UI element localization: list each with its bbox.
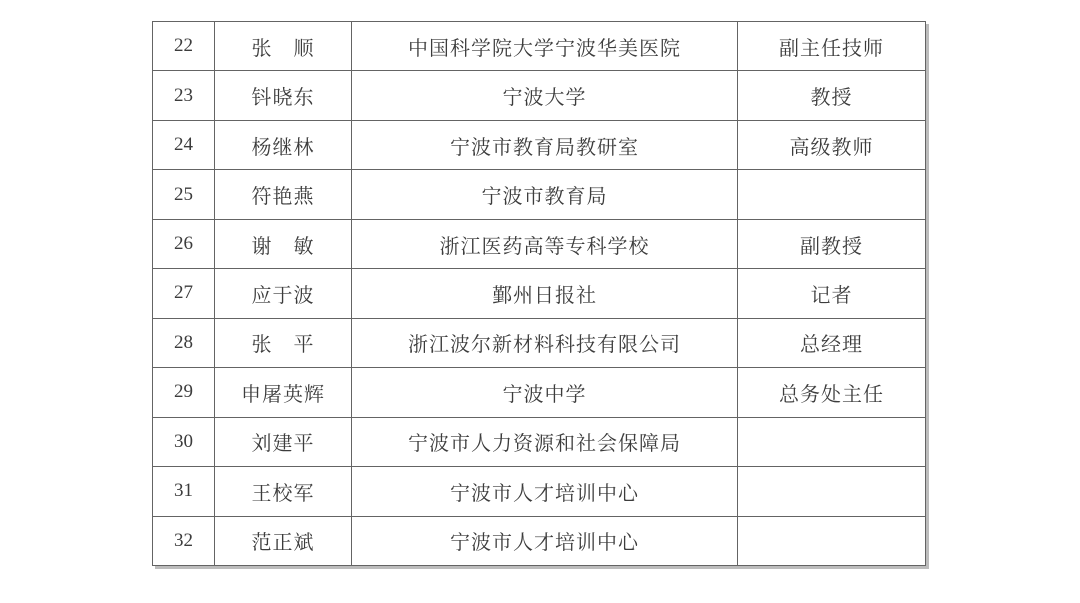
title-cell <box>738 516 926 565</box>
organization-cell: 鄞州日报社 <box>352 269 738 318</box>
name-cell: 刘建平 <box>215 417 352 466</box>
table-row <box>153 71 926 120</box>
row-number-cell: 32 <box>153 516 215 565</box>
organization-cell: 宁波市人才培训中心 <box>352 467 738 516</box>
organization-cell: 中国科学院大学宁波华美医院 <box>352 22 738 71</box>
title-cell: 副教授 <box>738 219 926 268</box>
row-number-cell: 22 <box>153 22 215 71</box>
name-cell: 谢 敏 <box>215 219 352 268</box>
title-cell: 总务处主任 <box>738 368 926 417</box>
name-cell: 张 平 <box>215 318 352 367</box>
row-number-cell: 31 <box>153 467 215 516</box>
name-cell: 应于波 <box>215 269 352 318</box>
row-number-cell: 30 <box>153 417 215 466</box>
name-cell: 申屠英辉 <box>215 368 352 417</box>
organization-cell: 浙江医药高等专科学校 <box>352 219 738 268</box>
table-row <box>153 120 926 169</box>
row-number-cell: 26 <box>153 219 215 268</box>
table-row <box>153 219 926 268</box>
name-cell: 范正斌 <box>215 516 352 565</box>
personnel-table <box>152 21 926 566</box>
organization-cell: 宁波市人力资源和社会保障局 <box>352 417 738 466</box>
table-row <box>153 516 926 565</box>
row-number-cell: 28 <box>153 318 215 367</box>
title-cell: 副主任技师 <box>738 22 926 71</box>
table-row <box>153 22 926 71</box>
title-cell <box>738 170 926 219</box>
table-row <box>153 417 926 466</box>
organization-cell: 宁波市人才培训中心 <box>352 516 738 565</box>
table-row <box>153 269 926 318</box>
table-row <box>153 318 926 367</box>
organization-cell: 宁波大学 <box>352 71 738 120</box>
title-cell: 记者 <box>738 269 926 318</box>
name-cell: 钭晓东 <box>215 71 352 120</box>
title-cell <box>738 417 926 466</box>
row-number-cell: 24 <box>153 120 215 169</box>
name-cell: 王校军 <box>215 467 352 516</box>
organization-cell: 宁波中学 <box>352 368 738 417</box>
organization-cell: 宁波市教育局教研室 <box>352 120 738 169</box>
organization-cell: 宁波市教育局 <box>352 170 738 219</box>
name-cell: 张 顺 <box>215 22 352 71</box>
title-cell <box>738 467 926 516</box>
title-cell: 总经理 <box>738 318 926 367</box>
name-cell: 杨继林 <box>215 120 352 169</box>
table-row <box>153 170 926 219</box>
row-number-cell: 23 <box>153 71 215 120</box>
row-number-cell: 25 <box>153 170 215 219</box>
title-cell: 高级教师 <box>738 120 926 169</box>
table-row <box>153 368 926 417</box>
row-number-cell: 27 <box>153 269 215 318</box>
row-number-cell: 29 <box>153 368 215 417</box>
name-cell: 符艳燕 <box>215 170 352 219</box>
organization-cell: 浙江波尔新材料科技有限公司 <box>352 318 738 367</box>
table-row <box>153 467 926 516</box>
title-cell: 教授 <box>738 71 926 120</box>
